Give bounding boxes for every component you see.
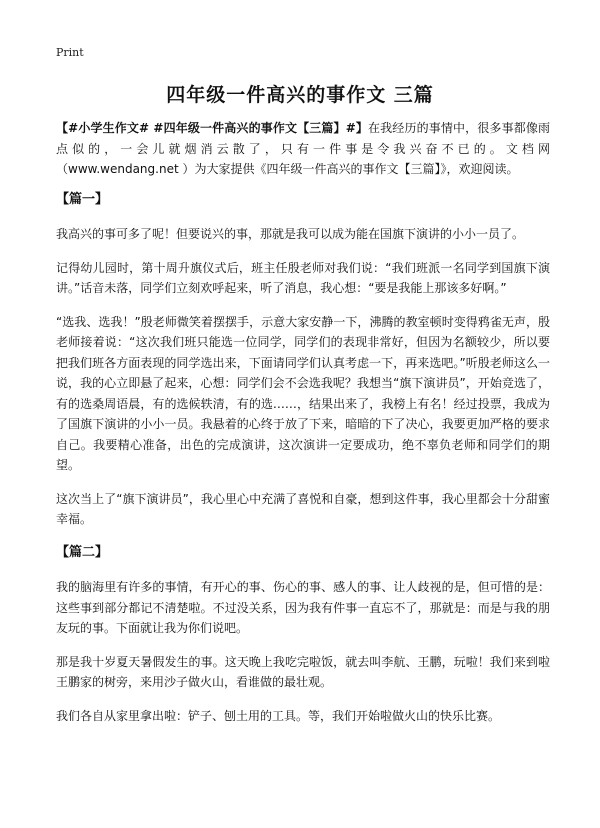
print-link[interactable]: Print [56, 46, 84, 59]
paragraph: 记得幼儿园时，第十周升旗仪式后，班主任殷老师对我们说：“我们班派一名同学到国旗下演讲。”话音未落，同学们立刻欢呼起来，听了消息，我心想：“要是我能上那该多好啊。” [56, 260, 550, 295]
page-title: 四年级一件高兴的事作文 三篇 [166, 84, 434, 106]
section-heading-1: 【篇一】 [56, 191, 109, 207]
intro-tag: 【#小学生作文# #四年级一件高兴的事作文【三篇】#】 [56, 121, 369, 135]
intro-text: 在我经历的事情中，很多事都像雨点似的，一会儿就烟消云散了，只有一件事是令我兴奋不已的。文档网（www.wendang.net ）为大家提供《四年级一件高兴的事作文【三篇】》，欢迎阅读。 [56, 121, 550, 176]
paragraph: “选我、选我！”殷老师微笑着摆摆手，示意大家安静一下，沸腾的教室顿时变得鸦雀无声，殷老师接着说：“这次我们班只能选一位同学，同学们的表现非常好，但因为名额较少，所以要把我们班各方面表现的同学选出来，下面请同学们认真考虑一下，再来选吧。”听殷老师这么一说，我的心立即悬了起来，心想：同学们会不会选我呢？我想当“旗下演讲员”，开始竞选了，有的选桑周语晨，有的选候轶清，有的选……，结果出来了，我榜上有名！经过投票，我成为了国旗下演讲的小小一员。我悬着的心终于放了下来，暗暗的下了决心，我要更加严格的要求自己。我要精心准备，出色的完成演讲，这次演讲一定要成功，绝不辜负老师和同学们的期望。 [56, 314, 550, 472]
article-body [56, 118, 550, 739]
section-heading-2: 【篇二】 [56, 544, 109, 560]
paragraph: 我们各自从家里拿出啦：铲子、刨土用的工具。等，我们开始啦做火山的快乐比赛。 [56, 708, 501, 723]
paragraph: 我的脑海里有许多的事情，有开心的事、伤心的事、感人的事、让人歧视的是，但可惜的是：这些事到部分都记不清楚啦。不过没关系，因为我有件事一直忘不了，那就是：而是与我的朋友玩的事。下面就让我为你们说吧。 [56, 580, 550, 635]
intro-paragraph [56, 118, 550, 180]
paragraph: 那是我十岁夏天暑假发生的事。这天晚上我吃完啦饭，就去叫李航、王鹏，玩啦！我们来到啦王鹏家的树旁，来用沙子做火山，看谁做的最壮观。 [56, 654, 550, 689]
paragraph: 我高兴的事可多了呢！但要说兴的事，那就是我可以成为能在国旗下演讲的小小一员了。 [56, 227, 525, 241]
paragraph: 这次当上了“旗下演讲员”，我心里心中充满了喜悦和自豪，想到这件事，我心里都会十分甜蜜幸福。 [56, 491, 550, 526]
